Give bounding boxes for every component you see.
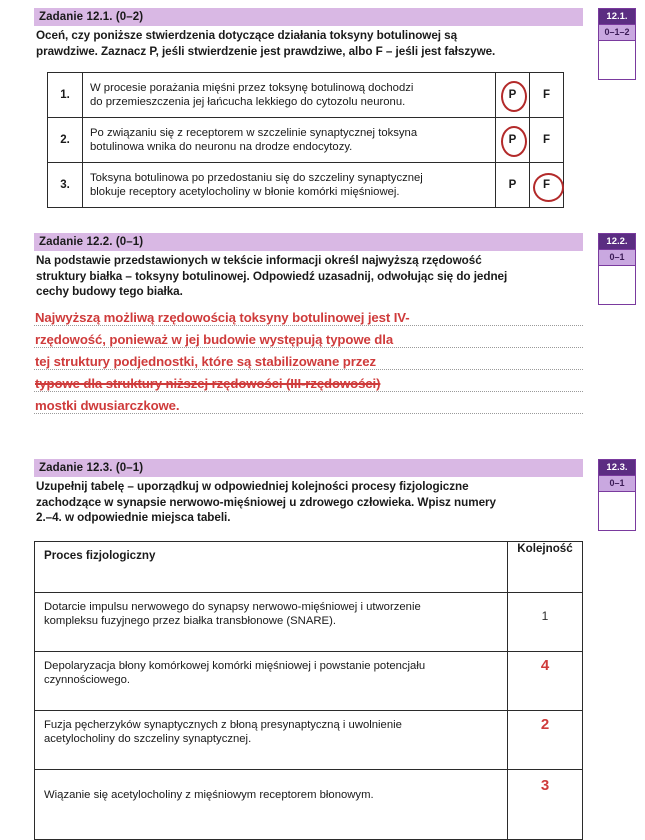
table-row: [35, 592, 583, 651]
score-box-id: 12.3.: [599, 460, 635, 475]
order-value-handwritten: 3: [540, 776, 550, 794]
row-number: 1.: [48, 73, 83, 118]
handwritten-answer-line: mostki dwusiarczkowe.: [35, 397, 180, 413]
score-box-id: 12.1.: [599, 9, 635, 24]
process-line-1: Wiązanie się acetylocholiny z mięśniowym receptorem błonowym.: [44, 788, 374, 801]
answer-rule: [34, 391, 583, 392]
table-header-row: [35, 541, 583, 592]
statement-line-2: botulinowa wnika do neuronu na drodze endocytozy.: [90, 141, 353, 154]
statement-line-1: Po związaniu się z receptorem w szczelinie synaptycznej toksyna: [90, 126, 418, 139]
answer-rule: [34, 369, 583, 370]
answer-line[interactable]: [34, 395, 583, 417]
order-cell[interactable]: [508, 769, 583, 839]
option-false[interactable]: [530, 73, 564, 118]
statement-line-2: blokuje receptory acetylocholiny w błonie komórki mięśniowej.: [90, 186, 400, 199]
answer-rule: [34, 325, 583, 326]
task-12-2: [34, 233, 583, 417]
task-12-2-intro-line-2: struktury białka – toksyny botulinowej. Odpowiedź uzasadnij, odwołując się do jednej: [36, 269, 508, 283]
statement-text: [83, 118, 496, 163]
answer-letter: F: [542, 89, 551, 102]
ordering-table: [34, 541, 583, 840]
true-false-table: [47, 72, 564, 208]
statement-text: [83, 163, 496, 208]
task-12-2-intro-line-1: Na podstawie przedstawionych w tekście informacji określ najwyższą rzędowość: [36, 254, 482, 267]
selected-answer-circle: P: [508, 89, 517, 102]
order-cell[interactable]: [508, 651, 583, 710]
score-box-12-1: [598, 8, 636, 80]
task-12-3-intro: [34, 477, 583, 526]
process-line-1: Dotarcie impulsu nerwowego do synapsy nerwowo-mięśniowej i utworzenie: [44, 600, 421, 613]
answer-lines-area[interactable]: [34, 307, 583, 417]
order-value-handwritten: 2: [540, 715, 550, 733]
statement-line-1: W procesie porażania mięśni przez toksynę botulinową dochodzi: [90, 81, 414, 94]
table-row: [35, 769, 583, 839]
option-true[interactable]: [496, 118, 530, 163]
selected-answer-circle: P: [508, 134, 517, 147]
process-line-2: acetylocholiny do szczeliny synaptycznej.: [44, 733, 252, 746]
statement-text: [83, 73, 496, 118]
table-row: [35, 651, 583, 710]
row-number: 3.: [48, 163, 83, 208]
task-12-1-intro-line-2: prawdziwe. Zaznacz P, jeśli stwierdzenie jest prawdziwe, albo F – jeśli jest fałszywe.: [36, 44, 496, 58]
option-false[interactable]: [530, 118, 564, 163]
answer-line[interactable]: [34, 307, 583, 329]
answer-rule: [34, 413, 583, 414]
process-text: [35, 651, 508, 710]
process-line-1: Fuzja pęcherzyków synaptycznych z błoną presynaptyczną i uwolnienie: [44, 718, 402, 731]
score-box-range: 0–1: [599, 475, 635, 492]
score-box-blank[interactable]: [599, 266, 635, 304]
handwritten-answer-line-struck: typowe dla struktury niższej rzędowości (III-rzędowości): [35, 375, 381, 391]
score-box-12-2: [598, 233, 636, 305]
task-12-3-intro-line-3: 2.–4. w odpowiednie miejsca tabeli.: [36, 511, 231, 525]
score-box-id: 12.2.: [599, 234, 635, 249]
task-12-1-intro: [34, 26, 583, 59]
option-true[interactable]: [496, 73, 530, 118]
score-box-blank[interactable]: [599, 41, 635, 79]
task-12-1: [34, 8, 583, 208]
task-12-2-header: Zadanie 12.2. (0–1): [34, 233, 583, 251]
process-line-1: Depolaryzacja błony komórkowej komórki mięśniowej i powstanie potencjału: [44, 659, 426, 672]
statement-line-1: Toksyna botulinowa po przedostaniu się do szczeliny synaptycznej: [90, 171, 423, 184]
option-false[interactable]: [530, 163, 564, 208]
process-text: [35, 710, 508, 769]
table-row: [48, 118, 564, 163]
task-12-3: [34, 459, 583, 840]
table-row: [48, 73, 564, 118]
score-box-range: 0–1–2: [599, 24, 635, 41]
answer-letter: P: [508, 179, 517, 192]
column-header-process: Proces fizjologiczny: [35, 541, 508, 592]
score-box-range: 0–1: [599, 249, 635, 266]
task-12-2-intro-line-3: cechy budowy tego białka.: [36, 285, 183, 299]
process-line-2: czynnościowego.: [44, 674, 131, 687]
handwritten-answer-line: tej struktury podjednostki, które są stabilizowane przez: [35, 353, 377, 369]
table-row: [35, 710, 583, 769]
answer-line[interactable]: [34, 329, 583, 351]
score-box-blank[interactable]: [599, 492, 635, 530]
task-12-3-header: Zadanie 12.3. (0–1): [34, 459, 583, 477]
answer-letter: F: [542, 134, 551, 147]
option-true[interactable]: [496, 163, 530, 208]
handwritten-answer-line: Najwyższą możliwą rzędowością toksyny botulinowej jest IV-: [35, 309, 410, 325]
order-cell[interactable]: [508, 592, 583, 651]
statement-line-2: do przemieszczenia jej łańcucha lekkiego do cytozolu neuronu.: [90, 96, 406, 109]
task-12-2-intro: [34, 251, 583, 300]
row-number: 2.: [48, 118, 83, 163]
task-12-1-header: Zadanie 12.1. (0–2): [34, 8, 583, 26]
selected-answer-circle: F: [542, 179, 551, 192]
order-cell[interactable]: [508, 710, 583, 769]
process-text: [35, 769, 508, 839]
handwritten-answer-line: rzędowość, ponieważ w jej budowie występują typowe dla: [35, 331, 394, 347]
task-12-3-intro-line-1: Uzupełnij tabelę – uporządkuj w odpowiedniej kolejności procesy fizjologiczne: [36, 480, 469, 493]
column-header-order: Kolejność: [508, 541, 583, 592]
order-value-printed: 1: [541, 608, 549, 623]
task-12-3-intro-line-2: zachodzące w synapsie nerwowo-mięśniowej u zdrowego człowieka. Wpisz numery: [36, 495, 496, 509]
answer-line[interactable]: [34, 351, 583, 373]
answer-line[interactable]: [34, 373, 583, 395]
process-text: [35, 592, 508, 651]
task-12-1-intro-line-1: Oceń, czy poniższe stwierdzenia dotyczące działania toksyny botulinowej są: [36, 29, 458, 42]
answer-rule: [34, 347, 583, 348]
process-line-2: kompleksu fuzyjnego przez białka transbłonowe (SNARE).: [44, 615, 336, 628]
order-value-handwritten: 4: [540, 656, 550, 674]
score-box-12-3: [598, 459, 636, 531]
table-row: [48, 163, 564, 208]
